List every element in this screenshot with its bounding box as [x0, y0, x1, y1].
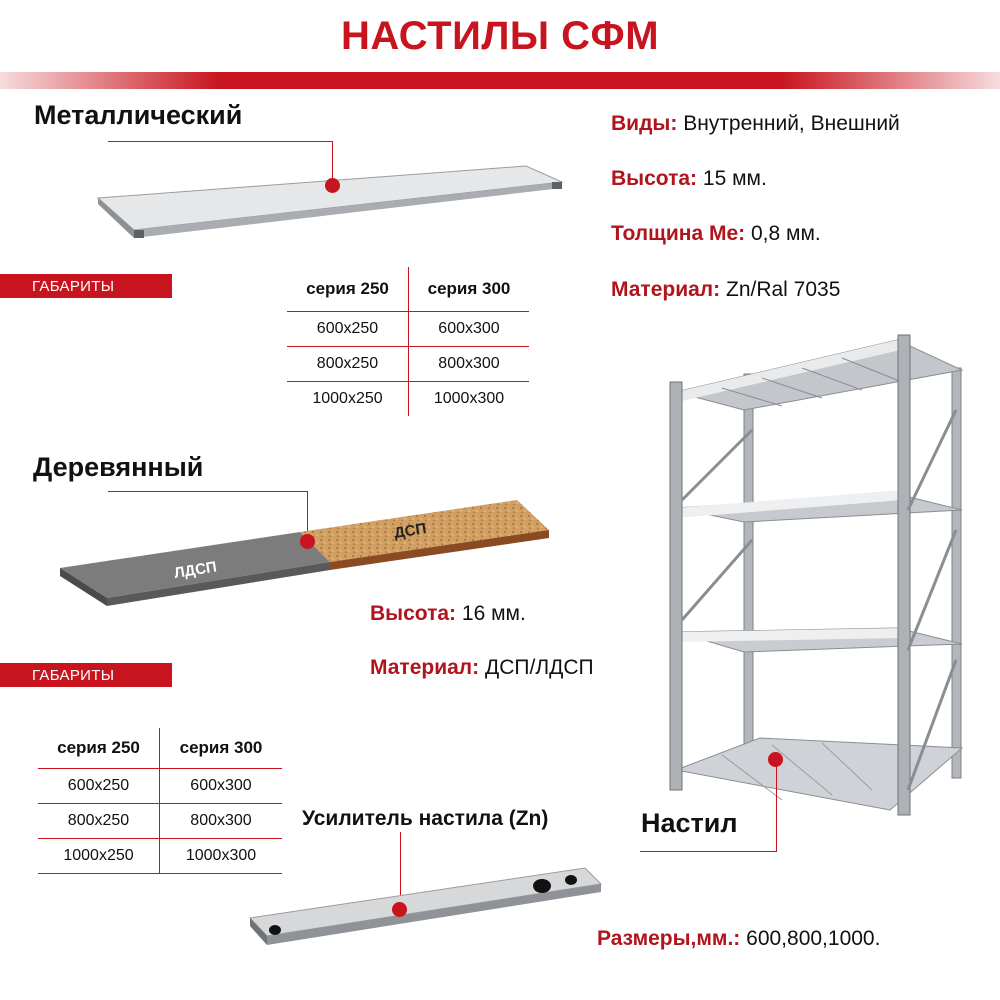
rack-sizes: [597, 927, 880, 951]
column-header: серия 300: [409, 267, 530, 312]
ldsp-label: ЛДСП: [172, 558, 218, 582]
spec-material: [611, 278, 840, 302]
table-row: [38, 769, 282, 804]
metal-leader-h: [108, 141, 333, 142]
title-divider: [0, 72, 1000, 89]
table-cell: 800x300: [409, 347, 530, 382]
table-cell: 1000x250: [38, 839, 160, 874]
wood-heading: Деревянный: [33, 452, 204, 482]
table-cell: 600x250: [287, 312, 409, 347]
spec-value: 16 мм.: [461, 602, 526, 625]
metal-deck-image: [90, 160, 570, 245]
spec-label: Материал:: [370, 656, 480, 679]
spec-value: ДСП/ЛДСП: [485, 656, 594, 679]
rack-leader-h: [640, 851, 777, 852]
reinforcer-heading: Усилитель настила (Zn): [302, 807, 549, 830]
column-header: серия 250: [306, 279, 389, 298]
spec-value: Внутренний, Внешний: [683, 112, 900, 135]
table-row: [38, 804, 282, 839]
page-title: НАСТИЛЫ СФМ: [340, 14, 660, 58]
spec-label: Материал:: [611, 278, 721, 301]
table-cell: 600x300: [160, 769, 283, 804]
table-cell: 1000x300: [160, 839, 283, 874]
spec-label: Размеры,мм.:: [597, 927, 741, 950]
metal-heading: Металлический: [34, 100, 243, 130]
table-row: [287, 312, 529, 347]
rack-marker-dot: [768, 752, 783, 767]
table-cell: 600x250: [38, 769, 160, 804]
table-header-row: [287, 267, 529, 312]
spec-value: 600,800,1000.: [746, 927, 881, 950]
spec-thickness: [611, 222, 821, 246]
spec-value: 0,8 мм.: [751, 222, 821, 245]
table-header-row: [38, 728, 282, 769]
spec-label: Высота:: [370, 602, 457, 625]
dsp-label: ДСП: [392, 520, 428, 542]
wood-marker-dot: [300, 534, 315, 549]
spec-height: [611, 167, 767, 191]
rack-heading: Настил: [641, 808, 738, 838]
table-cell: 1000x250: [287, 382, 409, 417]
metal-dimensions-table: [287, 267, 529, 416]
table-row: [287, 347, 529, 382]
spec-label: Толщина Ме:: [611, 222, 746, 245]
rack-image: [662, 330, 968, 820]
table-cell: 800x250: [287, 347, 409, 382]
table-cell: 1000x300: [409, 382, 530, 417]
spec-types: [611, 112, 900, 136]
table-cell: 800x300: [160, 804, 283, 839]
column-header: серия 300: [160, 728, 283, 769]
spec-label: Виды:: [611, 112, 678, 135]
spec-value: 15 мм.: [702, 167, 767, 190]
table-row: [287, 382, 529, 417]
wood-dimensions-badge: ГАБАРИТЫ: [0, 663, 172, 687]
reinforcer-image: [245, 860, 605, 955]
rack-leader-v: [776, 760, 777, 852]
reinforcer-marker-dot: [392, 902, 407, 917]
table-cell: 600x300: [409, 312, 530, 347]
wood-dimensions-table: [38, 728, 282, 874]
spec-label: Высота:: [611, 167, 698, 190]
column-header: серия 250: [57, 738, 140, 757]
metal-marker-dot: [325, 178, 340, 193]
metal-dimensions-badge: ГАБАРИТЫ: [0, 274, 172, 298]
wood-spec-height: [370, 602, 526, 626]
wood-deck-image: [55, 490, 555, 615]
wood-spec-material: [370, 656, 594, 680]
table-cell: 800x250: [38, 804, 160, 839]
spec-value: Zn/Ral 7035: [726, 278, 841, 301]
